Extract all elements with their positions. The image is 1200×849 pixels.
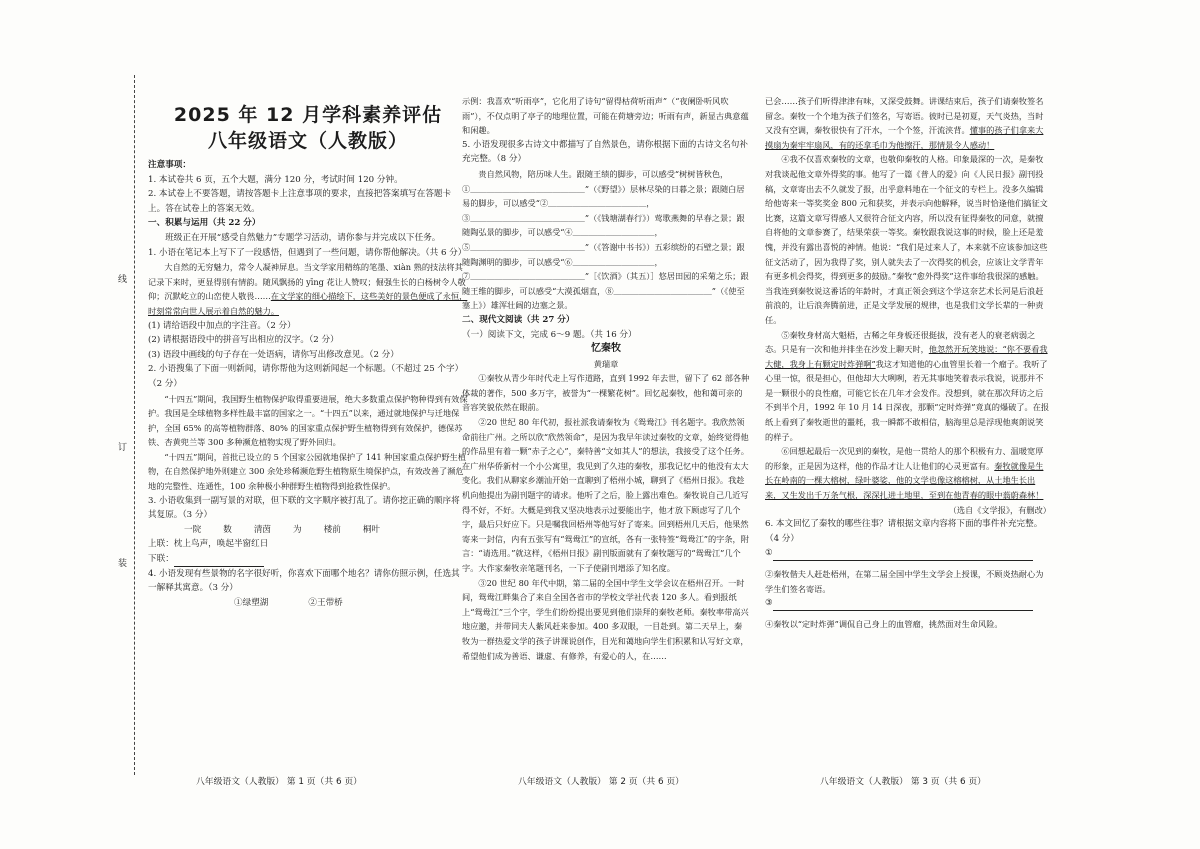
binding-char-order: 订 bbox=[118, 443, 128, 453]
question-3: 3. 小语收集到一副写景的对联，但下联的文字顺序被打乱了。请你挖正确的顺序将其复原。（3 分） bbox=[148, 495, 460, 521]
essay-underlined: 他忽然开玩笑地说：“你不要看我大健，我身上有颗定时炸弹啊” bbox=[765, 344, 1048, 369]
section-title: 二、现代文阅读（共 27 分） bbox=[462, 314, 575, 325]
q6-item-label: ③ bbox=[765, 598, 773, 609]
q6-item bbox=[765, 546, 1051, 561]
answer-blank bbox=[773, 550, 1033, 561]
exam-subtitle: 八年级语文（人教版） bbox=[207, 130, 408, 152]
q4-options bbox=[148, 596, 468, 611]
couplet-upper: 上联：枕上鸟声，唤起半窗红日 bbox=[148, 539, 269, 550]
notice-item: 1. 本试卷共 6 页，五个大题，满分 120 分，考试时间 120 分钟。 bbox=[148, 174, 403, 185]
question-4: 4. 小语发现有些景物的名字很好听，你喜欢下面哪个地名？请你仿照示例，任选其一解释其寓意。（3 分） bbox=[148, 568, 460, 594]
essay-underlined: 懂事的孩子们拿来大摸扇为秦牢牢扇风，有的还拿毛巾为他擦汗，那情景令人感动！ bbox=[765, 125, 1044, 150]
answer-blank bbox=[773, 600, 1033, 611]
q5-blank-line: ③＿＿＿＿＿＿＿＿＿＿＿＿＿＿”（《钱塘湖春行》）莺歌燕舞的早春之景；跟随陶弘景的脚步，可以感受“④＿＿＿＿＿＿＿＿＿＿， bbox=[462, 212, 745, 238]
q5-blank-line: ①＿＿＿＿＿＿＿＿＿＿＿＿＿＿”（《野望》）层林尽染的日暮之景；跟随白居易的脚步，可以感受“②＿＿＿＿＿＿＿＿＿＿＿＿， bbox=[462, 183, 745, 209]
q6-item bbox=[765, 596, 1051, 611]
notice-item: 2. 本试卷上不要答题，请按答题卡上注意事项的要求，直接把答案填写在答题卡上。答在试卷上的答案无效。 bbox=[148, 189, 452, 214]
word-chip: 一院 bbox=[184, 524, 202, 535]
essay-author: 黄瑞章 bbox=[593, 358, 619, 369]
q6-item: ②秦牧偕夫人赶赴梧州，在第二届全国中学生文学会上授课，不顾炎热耐心为学生们签名寄语。 bbox=[765, 569, 1044, 594]
essay-paragraph: ④我不仅喜欢秦牧的文章，也敬仰秦牧的人格。印象最深的一次，是秦牧对我谈起他文章外得奖的事。他写了一篇《普人的爱》向《人民日报》副刊投稿，文章寄出去不久就发了报，出乎意料地在一个征文的专栏上。没多久编辑给他寄来一等奖奖金 800 元和获奖，并表示向他解释，说当时恰逢他们搞征文比赛，这篇文章写得感人又很符合征文内容，所以没有征得秦牧的同意，就擅自将他的文章参赛了，结果荣获一等奖。秦牧跟我说这事的时候，脸上还是羞愧，并没有露出喜悦的神情。他说：“我们是过来人了，本来就不应该参加这些征文活动了，因为我得了奖，别人就失去了一次得奖的机会，应该让文学青年有更多机会得奖，得到更多的鼓励。”秦牧“愈外得奖”这件事给我很深的感触。当我连到秦牧说这番话的年龄时，才真正领会到这个学这奈艺术长河是后浪赶前浪的，让后浪奔腾前进，正是文学发展的规律，也是我们文学长辈的一种责任。 bbox=[765, 154, 1048, 325]
essay-paragraph bbox=[765, 328, 1051, 445]
page-footer: 八年级语文（人教版） 第 2 页（共 6 页） bbox=[518, 777, 684, 787]
essay-text: ⑥回想起最后一次见到的秦牧，是他一贯给人的那个积极有力、温暖宽厚的形象，正是因为这样，他的作品才让人让他们的心灵更富有。 bbox=[765, 446, 1044, 471]
word-chip: 数 bbox=[223, 524, 232, 535]
q4-example: 示例：我喜欢“听雨亭”，它化用了诗句“留得枯荷听雨声”（“夜阑卧听风吹雨”），不仅点明了亭子的地理位置，可能在荷塘旁边；听雨有声，新显古典意蕴和闲趣。 bbox=[462, 96, 749, 136]
essay-paragraph bbox=[765, 444, 1051, 502]
q1-passage-text: 大自然的无穷魅力，常令人凝神屏息。当文学家用精练的笔墨、xiàn 熟的技法将其记录下来时，更显得别有情韵。随风飘扬的 yīng 花让人赞叹；倔强生长的白杨树令人敬仰；沉默屹立的山峦使人敬畏…… bbox=[148, 262, 466, 302]
section-title: 一、积累与运用（共 22 分） bbox=[148, 218, 261, 229]
page-footer: 八年级语文（人教版） 第 3 页（共 6 页） bbox=[820, 777, 986, 787]
essay-underlined: 秦牧就像是生长在岭南的一棵大榕树，绿叶婆娑，他的文学也像这榕榕树，从土地生长出来，又生发出千万条气根，深深扎进土地里，至到在他青春的眼中蓊蔚森林！ bbox=[765, 460, 1044, 501]
q2-news: “十四五”期间，首批已设立的 5 个国家公园就地保护了 141 种国家重点保护野生植物，在自然保护地外则建立 300 余处珍稀濒危野生植物原生境保护点，有效改善了濒危地的完整性、连通性，100 余种极小种群野生植物得到抢救性保护。 bbox=[148, 451, 467, 492]
q5-blank-line: ⑤＿＿＿＿＿＿＿＿＿＿＿＿＿＿”（《答谢中书书》）五彩缤纷的石壁之景；跟随陶渊明的脚步，可以感受“⑥＿＿＿＿＿＿＿＿＿＿， bbox=[462, 241, 745, 267]
part-title: （一）阅读下文，完成 6～9 题。（共 16 分） bbox=[462, 329, 637, 340]
page-2 bbox=[462, 70, 750, 820]
q2-news: “十四五”期间，我国野生植物保护取得重要进展，绝大多数重点保护物种得到有效保护。我国是全球植物多样性最丰富的国家之一。“十四五”以来，通过就地保护与迁地保护，全国 65% 的高等植物群落、80% 的国家重点保护野生植物得到有效保护，德保苏铁、杏黄兜兰等 300 多种濒危植物实现了野外回归。 bbox=[148, 393, 468, 448]
word-chip: 桐叶 bbox=[362, 524, 381, 535]
page-1 bbox=[148, 70, 468, 820]
question-2: 2. 小语搜集了下面一则新闻，请你帮他为这则新闻起一个标题。（不超过 25 个字）（2 分） bbox=[148, 364, 464, 389]
binding-char-line: 线 bbox=[118, 275, 128, 285]
essay-text: ⑤秦牧身材高大魁梧，古稀之年身板还很挺拔，没有老人的衰老病弱之态。只是有一次和他并排坐在沙发上聊天时， bbox=[765, 329, 1036, 355]
word-chip: 楼前 bbox=[323, 524, 341, 535]
notice-title: 注意事项： bbox=[148, 160, 191, 170]
question-5: 5. 小语发现很多古诗文中都描写了自然景色，请你根据下面的古诗文名句补充完整。（8 分） bbox=[462, 139, 748, 165]
question-1: 1. 小语在笔记本上写下了一段感悟，但遇到了一些问题，请你帮他解决。（共 6 分） bbox=[148, 247, 467, 258]
couplet-lower-label: 下联： bbox=[148, 554, 174, 565]
task-intro: 班级正在开展“感受自然魅力”专题学习活动，请你参与并完成以下任务。 bbox=[165, 232, 441, 243]
q5-intro: 贵自然风物，陪历味人生。跟随王绩的脚步，可以感受“树树皆秋色， bbox=[478, 168, 729, 179]
q3-word-bank bbox=[148, 523, 468, 538]
binding-char-bind: 装 bbox=[118, 559, 128, 569]
essay-text: 已会……孩子们听得津津有味，又深受鼓舞。讲课结束后，孩子们请秦牧签名留念。秦牧一个个地为孩子们签名，写寄语。彼时已是初夏，天气炎热，当时又没有空调，秦牧很快有了汗水，一个个签，汗流浃背。 bbox=[765, 96, 1044, 136]
question-6: 6. 本文回忆了秦牧的哪些往事？请根据文章内容将下面的事件补充完整。（4 分） bbox=[765, 519, 1043, 544]
exam-title: 2025 年 12 月学科素养评估 bbox=[173, 104, 443, 126]
option: ②王带桥 bbox=[308, 597, 343, 608]
q6-item: ④秦牧以“定时炸弹”调侃自己身上的血管瘤，挑然面对生命风险。 bbox=[765, 618, 1003, 629]
essay-paragraph: ②20 世纪 80 年代初，报社派我请秦牧为《鸳鸯江》刊名题字。我欣然领命前往广州。之所以欣“欣然领命”，是因为我早年读过秦牧的文章，始终觉得他的作品里有着一颗“赤子之心”，秦特善“文如其人”的想法，我接受了这个任务。在广州华侨新村一个小公寓里，我见到了久违的秦牧，那我记忆中的他没有太大变化。我们从聊家乡潮汕开始一直聊到了梧州小城，聊到了《梧州日报》。我趁机向他提出为副刊题字的请求。他听了之后，脸上露出难色。秦牧说自己几近写得不好，不好。大概是到我又坚决地表示过要能出字，他才放下顾虑写了几个字，最后只好应下。只是嘱我回梧州等他写好了寄来。回到梧州几天后，他果然寄来一封信，内有五张写有“鸳鸯江”的宣纸，各有一张特签“鸳鸯江”的字条，附言：“请选用。”就这样，《梧州日报》副刊版面就有了秦牧题写的“鸳鸯江”几个字。大作家秦牧亲笔题刊名，一下子使副刊增添了知名度。 bbox=[462, 417, 749, 573]
q1-sub: (3) 语段中画线的句子存在一处语病，请你写出修改意见。（2 分） bbox=[148, 349, 399, 360]
word-chip: 为 bbox=[293, 524, 302, 535]
essay-paragraph bbox=[765, 94, 1051, 152]
page-footer: 八年级语文（人教版） 第 1 页（共 6 页） bbox=[196, 777, 362, 787]
q1-passage bbox=[148, 260, 468, 318]
essay-title: 忆秦牧 bbox=[591, 343, 621, 355]
q1-sub: (2) 请根据语段中的拼音写出相应的汉字。（2 分） bbox=[148, 335, 339, 346]
option: ①绿塑湖 bbox=[234, 597, 269, 608]
answer-blank bbox=[174, 556, 264, 567]
q6-item-label: ① bbox=[765, 548, 773, 559]
essay-source: （选自《文学报》，有删改） bbox=[948, 504, 1051, 515]
page-3 bbox=[765, 70, 1051, 820]
essay-text: 我这才知道他的心血管里长着一个瘤子。我听了心里一惊，很是担心，但他却大大咧咧，若无其事地笑着表示我说，说那并不是一颗很小的良性瘤，可能它长在几年才会发作。没想到，就在那次拜访之后不到半个月，1992 年 10 月 14 日深夜，那颗“定时炸弹”竟真的爆破了。在报纸上看到了秦牧逝世的噩耗，我一瞬都不敢相信，脑海里总是浮现他爽朗说笑的样子。 bbox=[765, 358, 1050, 442]
q1-sub: (1) 请给语段中加点的字注音。（2 分） bbox=[148, 320, 296, 331]
word-chip: 清茵 bbox=[253, 524, 272, 535]
q1-underlined-sentence: 在文学家的细心描绘下，这些美好的景色便成了永恒，时刻常常向世人展示着自然的魅力。 bbox=[148, 291, 468, 316]
couplet-lower bbox=[148, 552, 468, 567]
binding-line bbox=[134, 75, 135, 775]
essay-paragraph: ①秦牧从青少年时代走上写作道路，直到 1992 年去世，留下了 62 部各种体裁的著作，500 多万字，被誉为“一棵繁花树”。回忆起秦牧，他和蔼可亲的音容笑貌依然在眼前。 bbox=[462, 373, 750, 413]
q5-blank-line: ⑦＿＿＿＿＿＿＿＿＿＿＿＿＿＿”［《饮酒》（其五）］悠居田园的采菊之乐；跟随王维的脚步，可以感受“大漠孤烟直，⑧＿＿＿＿＿＿＿＿＿＿＿＿”（《使至塞上》）雄浑壮阔的边塞之景。 bbox=[462, 271, 749, 311]
essay-paragraph: ③20 世纪 80 年代中期，第二届的全国中学生文学会议在梧州召开。一时间，鸳鸯江畔集合了来自全国各省市的学校文学社代表 120 多人。看到报纸上“鸳鸯江”三个字，学生们纷纷提出要见到他们崇拜的秦牧老师。秦牧率带高兴地应邀，并带同夫人紫风赶来参加。400 多双眼，一目赴到。第二天早上，秦牧为一群热爱文学的孩子讲课说创作，目光和蔼地向学生们积累和认写好文章，希望他们成为善语、谦虚、有修养，有爱心的人，在…… bbox=[462, 577, 749, 661]
